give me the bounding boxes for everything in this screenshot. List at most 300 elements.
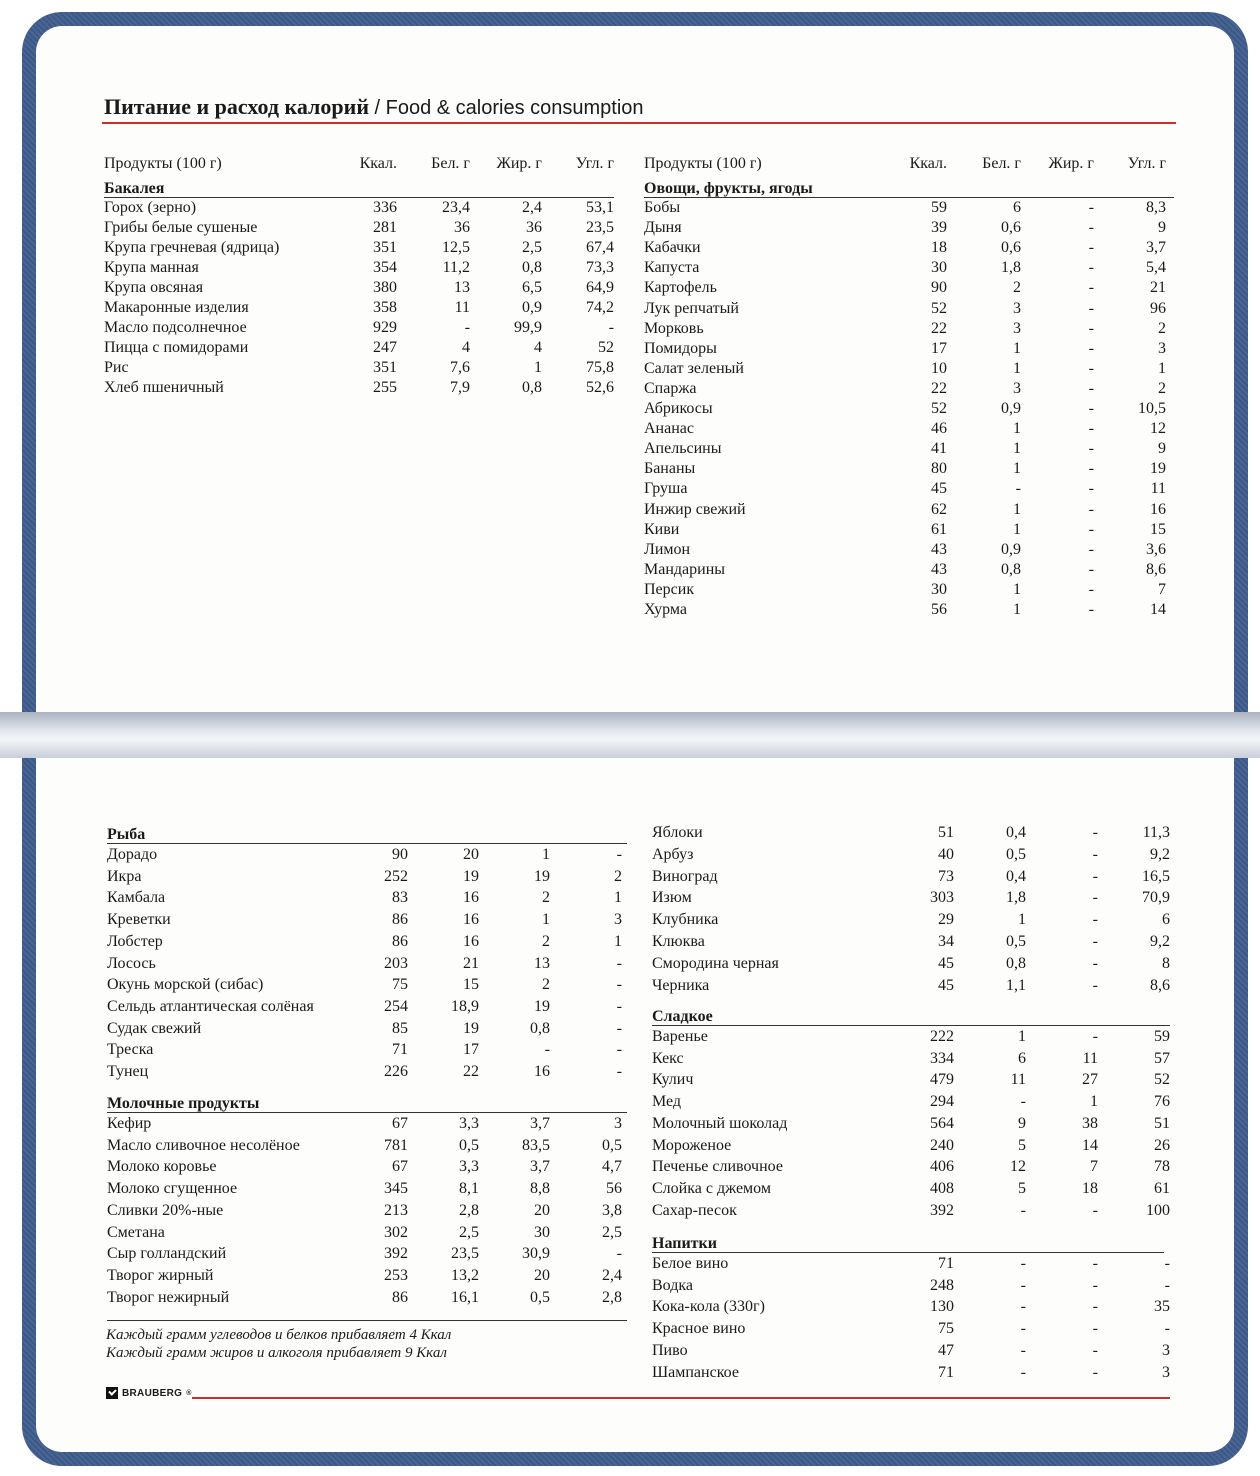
protein-value: 19 [463,867,479,885]
fat-value: 0,9 [522,299,542,316]
fat-value: - [1088,601,1094,618]
protein-value: 3 [1013,379,1021,397]
product-name: Клюква [652,933,705,950]
product-name: Кекс [652,1049,684,1067]
product-name: Хлеб пшеничный [104,379,224,396]
protein-value: 3,3 [459,1158,479,1176]
product-name: Горох (зерно) [104,199,197,216]
product-name: Яблоки [652,824,703,841]
header-carbs: Угл. г [575,155,614,172]
fat-value: - [1088,540,1094,558]
product-name: Кулич [652,1071,694,1089]
fat-value: 13 [534,954,550,972]
carbs-value: 10,5 [1138,400,1166,417]
product-name: Варенье [652,1028,708,1045]
table-row [0,379,1260,399]
carbs-value: 96 [1150,299,1166,317]
protein-value: - [1020,1201,1026,1219]
fat-value: 0,8 [530,1019,550,1037]
fat-value: 6,5 [522,279,542,296]
kcal-value: 90 [392,846,408,863]
fat-value: 11 [1082,1049,1098,1067]
product-name: Молоко сгущенное [107,1180,238,1198]
kcal-value: 226 [384,1063,408,1080]
product-name: Красное вино [652,1320,746,1338]
protein-value: 21 [463,954,479,972]
section-title-fish: Рыба [107,826,146,843]
product-name: Молочный шоколад [652,1114,788,1132]
planner-spine [0,712,1260,758]
product-name: Креветки [107,911,171,929]
product-name: Черника [652,976,710,994]
table-row [0,823,1260,843]
kcal-value: 253 [384,1266,408,1284]
note-line-1: Каждый грамм углеводов и белков прибавляет 4 Ккал [106,1327,452,1343]
kcal-value: 17 [931,339,947,357]
kcal-value: 203 [384,954,408,972]
kcal-value: 30 [931,259,947,277]
carbs-value: 4,7 [602,1158,622,1176]
table-row [0,888,1260,908]
protein-value: 0,6 [1001,219,1021,237]
protein-value: 16 [463,911,479,929]
carbs-value: - [616,954,622,972]
protein-value: 7,6 [450,359,470,376]
table-row [0,1363,1260,1383]
product-name: Киви [644,520,680,538]
carbs-value: 7 [1158,580,1166,598]
protein-value: 2,8 [459,1201,479,1219]
carbs-value: 2,4 [602,1266,622,1284]
carbs-value: - [1164,1320,1170,1338]
protein-value: 3 [1013,319,1021,337]
fat-value: 2,5 [522,239,542,256]
product-name: Мороженое [652,1136,732,1154]
carbs-value: 3,8 [602,1201,622,1219]
kcal-value: 39 [931,219,947,237]
protein-value: 6 [1018,1049,1026,1067]
fat-value: - [1088,400,1094,417]
kcal-value: 255 [373,379,397,396]
header-product: Продукты (100 г) [104,155,222,172]
product-name: Пицца с помидорами [104,339,249,356]
fat-value: - [1088,420,1094,438]
protein-value: 8,1 [459,1180,479,1198]
protein-value: - [464,319,470,336]
fat-value: - [1088,379,1094,397]
table-row [0,339,1260,359]
fat-value: - [1088,279,1094,297]
fat-value: 38 [1082,1114,1098,1132]
fat-value: - [1092,1298,1098,1316]
product-name: Печенье сливочное [652,1158,783,1176]
protein-value: 13 [454,279,470,296]
kcal-value: 248 [930,1276,954,1294]
kcal-value: 73 [938,867,954,885]
product-name: Абрикосы [644,400,713,417]
carbs-value: 2 [614,867,622,885]
kcal-value: 71 [938,1363,954,1381]
fat-value: 18 [1082,1179,1098,1197]
protein-value: 0,6 [1001,239,1021,257]
fat-value: 2 [542,889,550,907]
carbs-value: 8,6 [1150,976,1170,994]
protein-value: 11 [454,299,470,316]
fat-value: 3,7 [530,1158,550,1176]
carbs-value: 16,5 [1142,867,1170,885]
kcal-value: 252 [384,867,408,885]
kcal-value: 47 [938,1341,954,1359]
header-row-right [0,154,1260,174]
carbs-value: 64,9 [586,279,614,296]
protein-value: 0,9 [1001,540,1021,558]
protein-value: 1 [1018,911,1026,929]
fat-value: - [1092,867,1098,885]
kcal-value: 75 [938,1320,954,1338]
kcal-value: 564 [930,1114,954,1132]
kcal-value: 281 [373,219,397,236]
fat-value: 1 [534,359,542,376]
protein-value: 1 [1013,520,1021,538]
protein-value: 11 [1010,1071,1026,1089]
fat-value: - [544,1041,550,1059]
product-name: Мед [652,1093,682,1111]
carbs-value: 73,3 [586,259,614,276]
product-name: Мандарины [644,560,726,578]
kcal-value: 43 [931,540,947,558]
product-name: Сметана [107,1223,165,1241]
section-title-grocery: Бакалея [104,180,165,197]
kcal-value: 90 [931,279,947,297]
protein-value: 0,9 [1001,400,1021,417]
fat-value: - [1092,1276,1098,1294]
protein-value: 36 [454,219,470,236]
protein-value: 23,5 [451,1245,479,1263]
product-name: Масло сливочное несолёное [107,1136,300,1154]
title-rule [102,122,1176,124]
kcal-value: 334 [930,1049,954,1067]
fat-value: - [1088,580,1094,598]
carbs-value: 14 [1150,601,1166,618]
kcal-value: 303 [930,889,954,907]
carbs-value: 15 [1150,520,1166,538]
protein-value: - [1020,1320,1026,1338]
protein-value: - [1020,1093,1026,1111]
carbs-value: 51 [1154,1114,1170,1132]
protein-value: 17 [463,1041,479,1059]
product-name: Морковь [644,319,704,337]
protein-value: 1 [1013,460,1021,478]
carbs-value: 11 [1150,480,1166,498]
fat-value: - [1092,911,1098,929]
product-name: Водка [652,1276,693,1294]
table-row [0,1136,1260,1156]
kcal-value: 345 [384,1180,408,1198]
table-row [0,258,1260,278]
carbs-value: 3,7 [1146,239,1166,257]
table-row [0,299,1260,319]
table-row [0,1276,1260,1296]
protein-value: 0,5 [459,1136,479,1154]
fat-value: - [1088,460,1094,478]
kcal-value: 18 [931,239,947,257]
carbs-value: 3,6 [1146,540,1166,558]
kcal-value: 59 [931,199,947,216]
protein-value: 1 [1013,601,1021,618]
title-ru: Питание и расход калорий [104,94,369,119]
protein-value: 20 [463,846,479,863]
product-name: Тунец [107,1063,149,1080]
carbs-value: - [608,319,614,336]
table-row [0,867,1260,887]
product-name: Лосось [107,954,156,972]
product-name: Картофель [644,279,717,297]
carbs-value: 0,5 [602,1136,622,1154]
fat-value: 19 [534,867,550,885]
product-name: Хурма [644,601,688,618]
carbs-value: 16 [1150,500,1166,518]
table-row [0,1201,1260,1221]
product-name: Дыня [644,219,682,237]
table-row [0,319,1260,339]
product-name: Бананы [644,460,696,478]
carbs-value: 2,5 [602,1223,622,1241]
protein-value: 1 [1013,359,1021,377]
fat-value: - [1088,440,1094,458]
fat-value: - [1092,1363,1098,1381]
protein-value: 3,3 [459,1115,479,1132]
carbs-value: 11,3 [1142,824,1170,841]
fat-value: 27 [1082,1071,1098,1089]
fat-value: 1 [1090,1093,1098,1111]
table-row [0,560,1260,580]
product-name: Кока-кола (330г) [652,1298,765,1316]
protein-value: 0,4 [1006,867,1026,885]
carbs-value: 3 [1162,1341,1170,1359]
product-name: Крупа гречневая (ядрица) [104,239,280,256]
protein-value: 16 [463,889,479,907]
protein-value: 1 [1018,1028,1026,1045]
fat-value: - [1092,1201,1098,1219]
kcal-value: 240 [930,1136,954,1154]
kcal-value: 254 [384,997,408,1015]
product-name: Ананас [644,420,694,438]
protein-value: 5 [1018,1136,1026,1154]
section-title-dairy: Молочные продукты [107,1095,260,1112]
protein-value: 19 [463,1019,479,1037]
kcal-value: 86 [392,932,408,950]
product-name: Спаржа [644,379,697,397]
carbs-value: - [616,1019,622,1037]
protein-value: 15 [463,976,479,994]
kcal-value: 29 [938,911,954,929]
protein-value: - [1020,1363,1026,1381]
fat-value: - [1088,259,1094,277]
header-protein: Бел. г [431,155,470,172]
carbs-value: 67,4 [586,239,614,256]
carbs-value: - [616,1063,622,1080]
fat-value: 83,5 [522,1136,550,1154]
kcal-value: 479 [930,1071,954,1089]
protein-value: - [1020,1255,1026,1272]
kcal-value: 130 [930,1298,954,1316]
fat-value: 1 [542,911,550,929]
carbs-value: 75,8 [586,359,614,376]
fat-value: - [1088,239,1094,257]
product-name: Сельдь атлантическая солёная [107,997,314,1015]
carbs-value: - [616,976,622,994]
carbs-value: 9 [1158,440,1166,458]
kcal-value: 45 [938,976,954,994]
fat-value: 1 [542,846,550,863]
kcal-value: 336 [373,199,397,216]
carbs-value: 57 [1154,1049,1170,1067]
product-name: Лобстер [107,932,163,950]
carbs-value: 1 [614,889,622,907]
table-row [0,1254,1260,1274]
kcal-value: 45 [938,954,954,972]
carbs-value: 100 [1146,1201,1170,1219]
fat-value: 30,9 [522,1245,550,1263]
product-name: Камбала [107,889,166,907]
carbs-value: 9,2 [1150,933,1170,950]
carbs-value: 59 [1154,1028,1170,1045]
footer-rule [192,1397,1170,1399]
table-row [0,910,1260,930]
header-product: Продукты (100 г) [644,155,762,172]
fat-value: - [1088,319,1094,337]
carbs-value: 3 [614,911,622,929]
protein-value: 0,5 [1006,845,1026,863]
carbs-value: - [1164,1276,1170,1294]
fat-value: 36 [526,219,542,236]
protein-value: 1,8 [1001,259,1021,277]
product-name: Треска [107,1041,154,1059]
product-name: Пиво [652,1341,688,1359]
kcal-value: 67 [392,1158,408,1176]
fat-value: - [1092,1320,1098,1338]
carbs-value: 3 [1158,339,1166,357]
product-name: Окунь морской (сибас) [107,976,264,994]
carbs-value: 1 [1158,359,1166,377]
carbs-value: - [616,1041,622,1059]
carbs-value: 1 [614,932,622,950]
kcal-value: 83 [392,889,408,907]
carbs-value: 3 [1162,1363,1170,1381]
fat-value: 0,5 [530,1288,550,1306]
carbs-value: 21 [1150,279,1166,297]
protein-value: 5 [1018,1179,1026,1197]
protein-value: 1 [1013,339,1021,357]
table-row [0,198,1260,218]
table-row [0,459,1260,479]
kcal-value: 929 [373,319,397,336]
section-rule-drinks [652,1252,1164,1253]
product-name: Помидоры [644,339,717,357]
kcal-value: 392 [930,1201,954,1219]
section-title-sweets: Сладкое [652,1008,713,1025]
product-name: Лимон [644,540,691,558]
table-row [0,976,1260,996]
protein-value: 0,8 [1006,954,1026,972]
fat-value: 0,8 [522,259,542,276]
carbs-value: - [1164,1255,1170,1272]
brand-logo [106,1387,192,1399]
protein-value: 3 [1013,299,1021,317]
table-row [0,359,1260,379]
product-name: Слойка с джемом [652,1179,771,1197]
carbs-value: 53,1 [586,199,614,216]
carbs-value: 8,3 [1146,199,1166,216]
product-name: Молоко коровье [107,1158,217,1176]
kcal-value: 34 [938,933,954,950]
kcal-value: 62 [931,500,947,518]
fat-value: - [1088,219,1094,237]
carbs-value: 9,2 [1150,845,1170,863]
kcal-value: 247 [373,339,397,356]
carbs-value: 8,6 [1146,560,1166,578]
protein-value: 11,2 [442,259,470,276]
product-name: Кабачки [644,239,701,257]
header-kcal: Ккал. [909,155,947,172]
carbs-value: 6 [1162,911,1170,929]
table-row [0,439,1260,459]
protein-value: 12 [1010,1158,1026,1176]
protein-value: - [1015,480,1021,498]
fat-value: - [1088,560,1094,578]
kcal-value: 71 [938,1255,954,1272]
kcal-value: 45 [931,480,947,498]
kcal-value: 213 [384,1201,408,1219]
fat-value: - [1092,889,1098,907]
carbs-value: 9 [1158,219,1166,237]
carbs-value: - [616,1245,622,1263]
carbs-value: - [616,846,622,863]
kcal-value: 85 [392,1019,408,1037]
carbs-value: - [616,997,622,1015]
carbs-value: 61 [1154,1179,1170,1197]
kcal-value: 40 [938,845,954,863]
protein-value: 16 [463,932,479,950]
table-row [0,954,1260,974]
fat-value: 0,8 [522,379,542,396]
fat-value: 99,9 [514,319,542,336]
product-name: Смородина черная [652,954,779,972]
fat-value: - [1088,299,1094,317]
kcal-value: 358 [373,299,397,316]
product-name: Кефир [107,1115,152,1132]
kcal-value: 71 [392,1041,408,1059]
product-name: Крупа манная [104,259,199,276]
protein-value: 1 [1013,580,1021,598]
product-name: Дорадо [107,846,158,863]
kcal-value: 86 [392,1288,408,1306]
brand-name: BRAUBERG [122,1387,183,1399]
table-row [0,218,1260,238]
kcal-value: 41 [931,440,947,458]
header-fat: Жир. г [496,155,542,172]
product-name: Виноград [652,867,718,885]
carbs-value: 5,4 [1146,259,1166,277]
protein-value: - [1020,1276,1026,1294]
table-row [0,1049,1260,1069]
product-name: Лук репчатый [644,299,739,317]
fat-value: 8,8 [530,1180,550,1198]
title-en: / Food & calories consumption [374,97,644,119]
fat-value: 19 [534,997,550,1015]
product-name: Творог жирный [107,1266,214,1284]
protein-value: 16,1 [451,1288,479,1306]
